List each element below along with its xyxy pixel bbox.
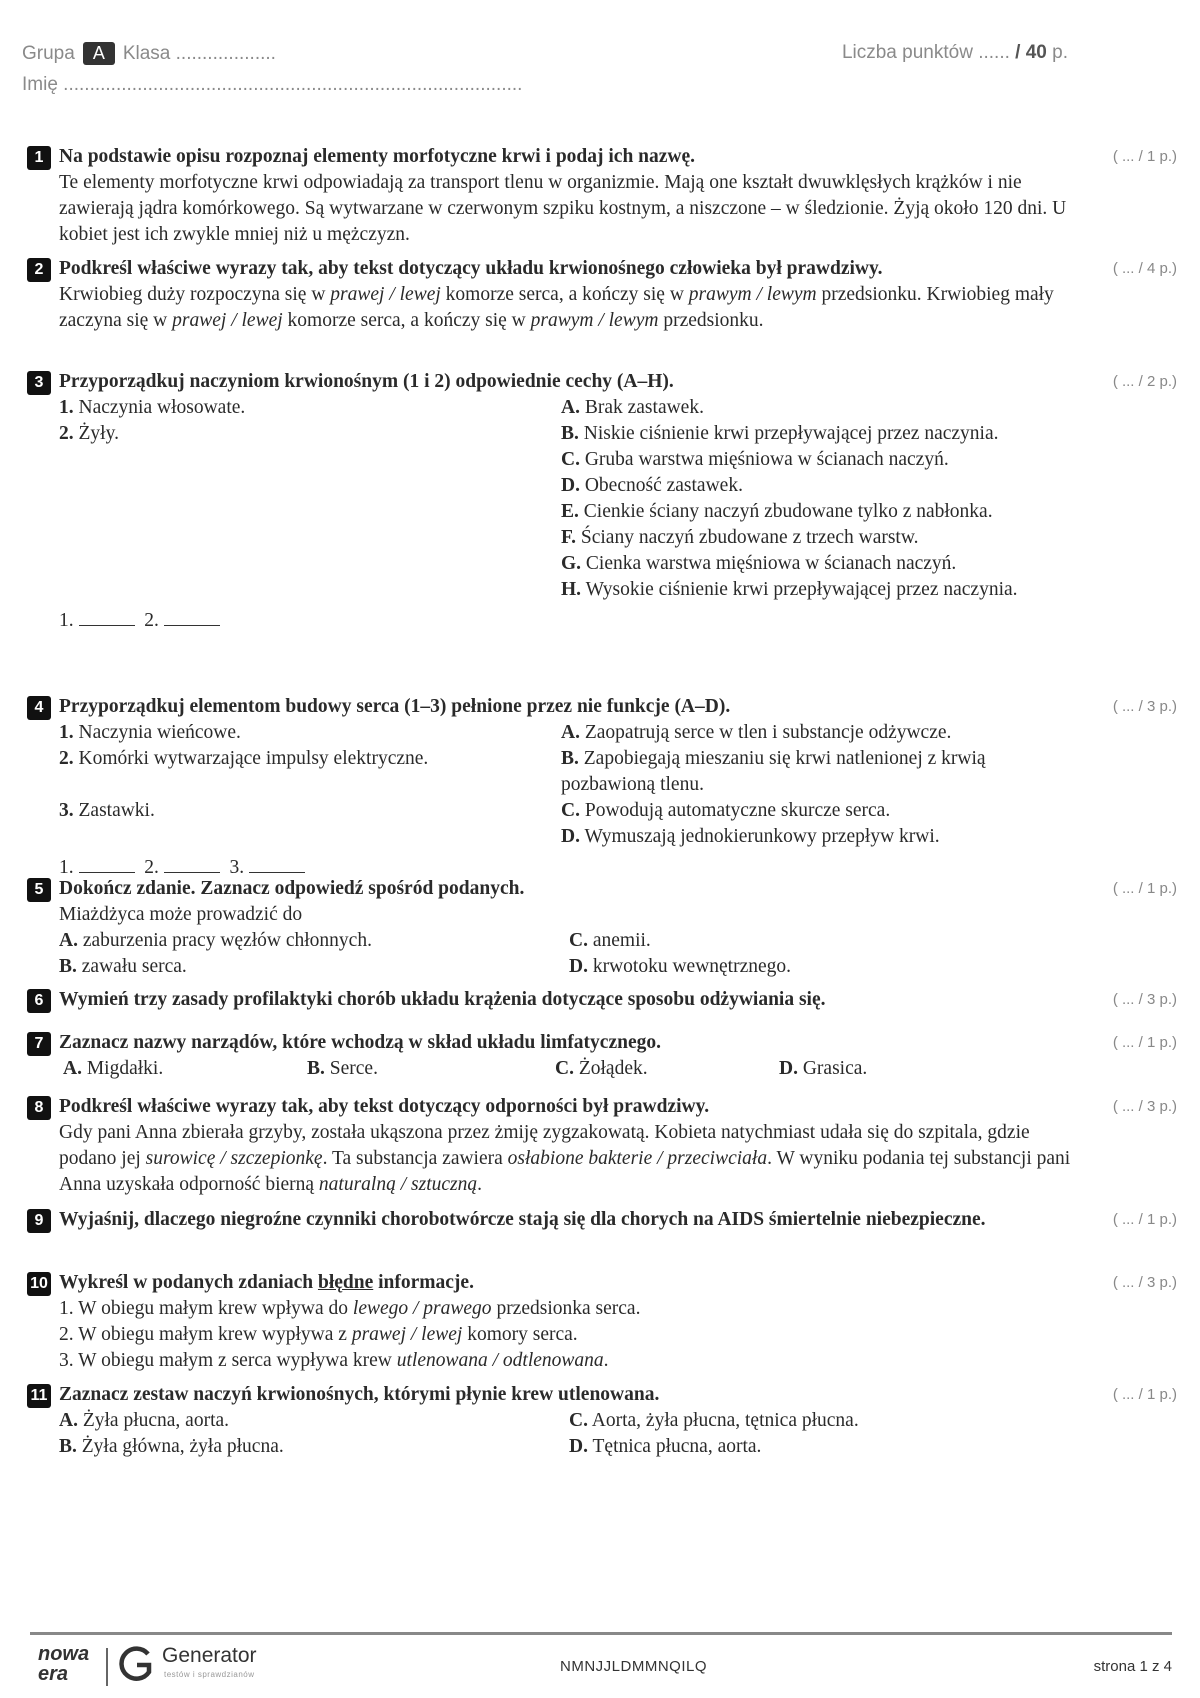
answer-option[interactable]: B. zawału serca. [59, 956, 187, 977]
points-unit: p. [1052, 42, 1068, 63]
answer-option[interactable]: A. Żyła płucna, aorta. [59, 1410, 230, 1431]
task-2 [27, 256, 1177, 334]
answer-blank[interactable] [79, 854, 135, 873]
answer-blank[interactable] [249, 854, 305, 873]
group-label: Grupa [22, 43, 75, 64]
task-number: 6 [27, 989, 51, 1013]
answer-option[interactable]: A. Migdałki. [63, 1058, 164, 1079]
task-points: ( ... / 1 p.) [1112, 1211, 1177, 1228]
list-item: 3. Zastawki. [59, 800, 155, 821]
answer-blank[interactable] [164, 854, 220, 873]
task-8 [27, 1094, 1177, 1198]
task-points: ( ... / 1 p.) [1112, 1386, 1177, 1403]
choice-pair[interactable]: utlenowana / odtlenowana [396, 1350, 604, 1371]
list-item: C. Powodują automatyczne skurcze serca. [561, 800, 891, 821]
item-list-right [561, 720, 1021, 850]
task-text: Krwiobieg duży rozpoczyna się w prawej / lewej komorze serca, a kończy się w prawym / lewym przedsionku. Krwiobieg mały zaczyna się w prawej / lewej komorze serca, a kończy się w prawym / lewym przedsionku. [59, 284, 1054, 331]
answer-line: 1. 2. [59, 607, 1079, 634]
choice-pair[interactable]: osłabione bakterie / przeciwciała [507, 1148, 768, 1169]
item-list-left [59, 720, 561, 850]
task-3 [27, 369, 1177, 634]
generator-logo-text: Generator [162, 1644, 257, 1667]
list-item: G. Cienka warstwa mięśniowa w ścianach naczyń. [561, 553, 957, 574]
list-item: B. Niskie ciśnienie krwi przepływającej przez naczynia. [561, 423, 999, 444]
list-item: 1. Naczynia włosowate. [59, 397, 246, 418]
footer-divider [30, 1632, 1172, 1635]
list-item: 2. Komórki wytwarzające impulsy elektryczne. [59, 748, 429, 769]
task-number: 1 [27, 146, 51, 170]
task-7 [27, 1030, 1177, 1082]
task-title: Przyporządkuj elementom budowy serca (1–3) pełnione przez nie funkcje (A–D). [59, 696, 731, 717]
task-number: 5 [27, 878, 51, 902]
list-item: E. Cienkie ściany naczyń zbudowane tylko z nabłonka. [561, 501, 993, 522]
nowa-era-logo: nowa era [38, 1643, 90, 1685]
task-points: ( ... / 1 p.) [1112, 1034, 1177, 1051]
page-number: strona 1 z 4 [1093, 1658, 1172, 1675]
task-text: Gdy pani Anna zbierała grzyby, została ukąszona przez żmiję zygzakowatą. Kobieta natychmiast udała się do szpitala, gdzie podano jej surowicę / szczepionkę. Ta substancja zawiera osłabione bakterie / przeciwciała. W wyniku podania tej substancji pani Anna uzyskała odporność bierną naturalną / sztuczną. [59, 1122, 1071, 1195]
task-4 [27, 694, 1177, 881]
choice-pair[interactable]: naturalną / sztuczną [318, 1174, 478, 1195]
task-title: Podkreśl właściwe wyrazy tak, aby tekst dotyczący układu krwionośnego człowieka był prawdziwy. [59, 258, 883, 279]
task-title: Zaznacz zestaw naczyń krwionośnych, którymi płynie krew utlenowana. [59, 1384, 660, 1405]
class-field[interactable]: Klasa ................... [122, 43, 276, 64]
task-title: Zaznacz nazwy narządów, które wchodzą w skład układu limfatycznego. [59, 1032, 661, 1053]
list-item: 1. Naczynia wieńcowe. [59, 722, 241, 743]
sentence: 1. W obiegu małym krew wpływa do lewego / prawego przedsionka serca. [59, 1298, 641, 1319]
task-1 [27, 144, 1177, 248]
task-points: ( ... / 1 p.) [1112, 880, 1177, 897]
list-item: A. Brak zastawek. [561, 397, 704, 418]
choice-pair[interactable]: prawym / lewym [530, 310, 659, 331]
generator-g-icon [118, 1646, 154, 1684]
list-item: F. Ściany naczyń zbudowane z trzech warstw. [561, 527, 919, 548]
points-total: / 40 [1015, 42, 1047, 63]
task-number: 10 [27, 1272, 51, 1296]
task-points: ( ... / 3 p.) [1112, 991, 1177, 1008]
task-number: 2 [27, 258, 51, 282]
answer-option[interactable]: B. Serce. [307, 1058, 378, 1079]
task-number: 7 [27, 1032, 51, 1056]
header-group-class [22, 42, 276, 65]
list-item: C. Gruba warstwa mięśniowa w ścianach naczyń. [561, 449, 949, 470]
task-title: Podkreśl właściwe wyrazy tak, aby tekst dotyczący odporności był prawdziwy. [59, 1096, 710, 1117]
task-number: 3 [27, 371, 51, 395]
task-text: Te elementy morfotyczne krwi odpowiadają za transport tlenu w organizmie. Mają one kształt dwuwklęsłych krążków i nie zawierają jądra komórkowego. Są wytwarzane w czerwonym szpiku kostnym, a niszczone – w śledzionie. Żyją około 120 dni. U kobiet jest ich zwykle mniej niż u mężczyzn. [59, 172, 1067, 245]
item-list-right [561, 395, 1021, 603]
answer-option[interactable]: B. Żyła główna, żyła płucna. [59, 1436, 284, 1457]
choice-pair[interactable]: lewego / prawego [352, 1298, 492, 1319]
list-item: D. Obecność zastawek. [561, 475, 743, 496]
task-points: ( ... / 2 p.) [1112, 373, 1177, 390]
logo-separator [106, 1648, 108, 1686]
choice-pair[interactable]: prawej / lewej [172, 310, 283, 331]
points-label: Liczba punktów ...... [841, 42, 1010, 63]
answer-blank[interactable] [79, 607, 135, 626]
task-number: 9 [27, 1209, 51, 1233]
list-item: 2. Żyły. [59, 423, 119, 444]
test-code: NMNJJLDMMNQILQ [560, 1658, 708, 1675]
answer-option[interactable]: A. zaburzenia pracy węzłów chłonnych. [59, 930, 372, 951]
answer-option[interactable]: D. krwotoku wewnętrznego. [569, 956, 792, 977]
task-10 [27, 1270, 1177, 1374]
answer-line: 1. 2. 3. [59, 854, 1079, 881]
task-5 [27, 876, 1177, 980]
task-stem: Miażdżyca może prowadzić do [59, 904, 303, 925]
answer-option[interactable]: C. Aorta, żyła płucna, tętnica płucna. [569, 1410, 859, 1431]
list-item: D. Wymuszają jednokierunkowy przepływ krwi. [561, 826, 940, 847]
sentence: 2. W obiegu małym krew wypływa z prawej / lewej komory serca. [59, 1324, 578, 1345]
task-points: ( ... / 3 p.) [1112, 1098, 1177, 1115]
answer-option[interactable]: C. Żołądek. [555, 1058, 648, 1079]
choice-pair[interactable]: prawej / lewej [330, 284, 441, 305]
item-list-left [59, 395, 561, 603]
choice-pair[interactable]: prawej / lewej [351, 1324, 463, 1345]
name-field[interactable]: Imię ....................................................................................... [22, 74, 523, 95]
task-number: 11 [27, 1384, 51, 1408]
generator-logo-subtitle: testów i sprawdzianów [164, 1670, 255, 1679]
total-points [842, 42, 1068, 64]
choice-pair[interactable]: surowicę / szczepionkę [145, 1148, 323, 1169]
task-points: ( ... / 4 p.) [1112, 260, 1177, 277]
answer-option[interactable]: D. Grasica. [779, 1058, 868, 1079]
task-title: Dokończ zdanie. Zaznacz odpowiedź spośród podanych. [59, 878, 525, 899]
sentence: 3. W obiegu małym z serca wypływa krew utlenowana / odtlenowana. [59, 1350, 609, 1371]
task-title: Wykreśl w podanych zdaniach błędne informacje. [59, 1272, 474, 1293]
task-title: Wymień trzy zasady profilaktyki chorób układu krążenia dotyczące sposobu odżywiania się. [59, 989, 826, 1010]
task-9 [27, 1207, 1177, 1233]
task-number: 4 [27, 696, 51, 720]
list-item: A. Zaopatrują serce w tlen i substancje odżywcze. [561, 722, 952, 743]
task-6 [27, 987, 1177, 1013]
task-points: ( ... / 3 p.) [1112, 1274, 1177, 1291]
group-badge: A [83, 42, 115, 65]
answer-option[interactable]: C. anemii. [569, 930, 651, 951]
answer-option[interactable]: D. Tętnica płucna, aorta. [569, 1436, 762, 1457]
task-points: ( ... / 3 p.) [1112, 698, 1177, 715]
list-item: B. Zapobiegają mieszaniu się krwi natlenionej z krwią pozbawioną tlenu. [561, 748, 986, 795]
task-title: Na podstawie opisu rozpoznaj elementy morfotyczne krwi i podaj ich nazwę. [59, 146, 696, 167]
task-11 [27, 1382, 1177, 1460]
list-item: H. Wysokie ciśnienie krwi przepływającej przez naczynia. [561, 579, 1018, 600]
task-number: 8 [27, 1096, 51, 1120]
task-title: Przyporządkuj naczyniom krwionośnym (1 i 2) odpowiednie cechy (A–H). [59, 371, 674, 392]
choice-pair[interactable]: prawym / lewym [688, 284, 817, 305]
task-points: ( ... / 1 p.) [1112, 148, 1177, 165]
answer-blank[interactable] [164, 607, 220, 626]
task-title: Wyjaśnij, dlaczego niegroźne czynniki chorobotwórcze stają się dla chorych na AIDS śmiertelnie niebezpieczne. [59, 1209, 986, 1230]
